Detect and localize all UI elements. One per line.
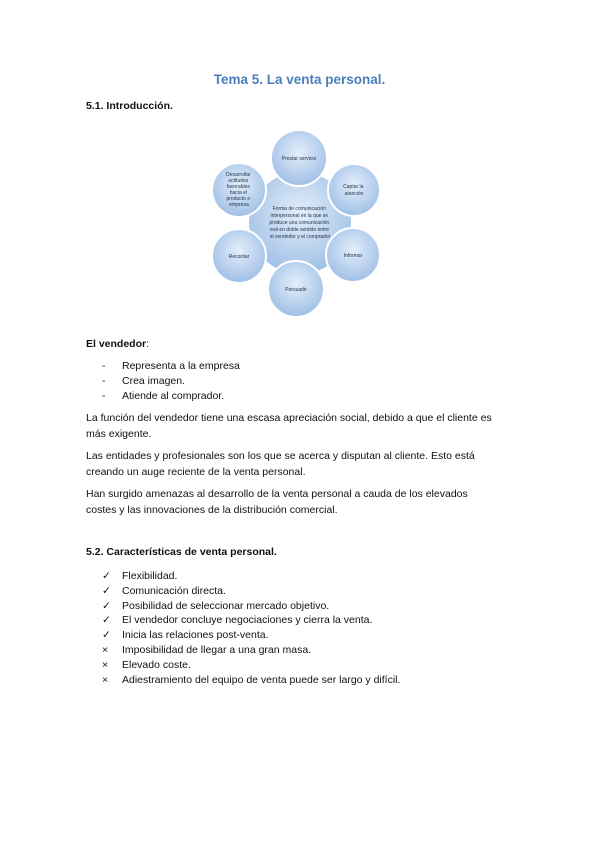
paragraph-entidades: Las entidades y profesionales son los que se acerca y disputan al cliente. Esto está creando un auge reciente de la venta personal.: [86, 450, 475, 478]
document-title: Tema 5. La venta personal.: [213, 72, 386, 87]
node-captar-atencion: [328, 164, 380, 216]
check-icon: ✓: [102, 599, 111, 612]
list-item: ✓ Inicia las relaciones post-venta.: [102, 629, 269, 642]
node-prestar-servicio-label: Prestar servicio: [281, 156, 317, 162]
list-item: ✓ El vendedor concluye negociaciones y cierra la venta.: [102, 614, 373, 627]
cross-icon: ×: [102, 643, 109, 656]
list-item: - Crea imagen.: [102, 374, 186, 387]
diagram-svg: [200, 118, 400, 324]
list-item: - Representa a la empresa: [102, 360, 240, 372]
cross-icon: ×: [102, 658, 109, 671]
node-informar-label: Informar: [343, 253, 363, 259]
node-desarrollar-actitudes-label: Desarrollar actitudes favorables hacia el producto o empresa: [226, 172, 251, 208]
venta-personal-diagram: [200, 118, 400, 324]
paragraph-funcion-vendedor: La función del vendedor tiene una escasa apreciación social, debido a que el cliente es más exigente.: [86, 412, 492, 440]
list-item: ✓ Posibilidad de seleccionar mercado objetivo.: [102, 599, 330, 612]
section-heading-introduccion: 5.1. Introducción.: [86, 100, 173, 112]
list-item: - Atiende al comprador.: [102, 389, 225, 402]
center-text: Forma de comunicación interpersonal en la que se produce una comunicación oral en doble sentido entre el vendedor y el comprador: [269, 206, 331, 240]
caracteristicas-list: [102, 569, 400, 687]
check-icon: ✓: [102, 629, 111, 642]
check-icon: ✓: [102, 614, 111, 627]
paragraph-amenazas: Han surgido amenazas al desarrollo de la venta personal a cauda de los elevados costes y las innovaciones de la distribución comercial.: [86, 488, 468, 516]
node-persuadir-label: Persuadir: [285, 287, 307, 293]
list-item: ✓ Comunicación directa.: [102, 584, 226, 597]
list-item: × Imposibilidad de llegar a una gran masa.: [102, 643, 312, 656]
node-captar-atencion-label: Captar la atención: [343, 184, 364, 197]
vendedor-list: [102, 359, 240, 403]
list-item: × Adiestramiento del equipo de venta puede ser largo y difícil.: [102, 673, 401, 686]
vendedor-heading: El vendedor:: [86, 338, 150, 350]
check-icon: ✓: [102, 584, 111, 597]
section-heading-caracteristicas: 5.2. Características de venta personal.: [86, 546, 277, 558]
list-item: × Elevado coste.: [102, 658, 191, 671]
check-icon: ✓: [102, 570, 111, 582]
list-item: ✓ Flexibilidad.: [102, 570, 178, 582]
cross-icon: ×: [102, 673, 109, 686]
node-recordar-label: Recordar: [228, 254, 250, 260]
